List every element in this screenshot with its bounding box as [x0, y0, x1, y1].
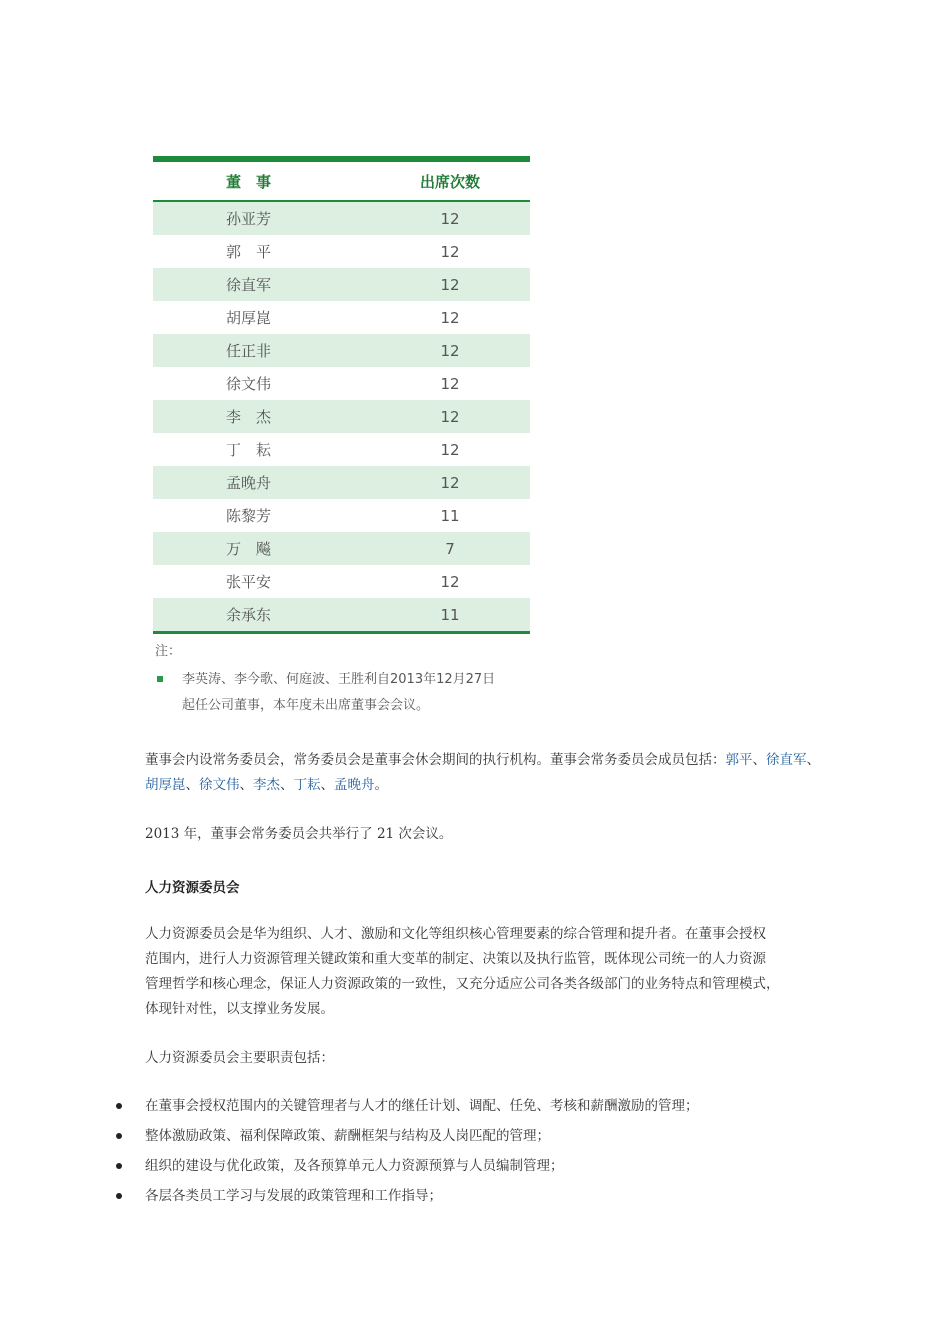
member-separator: 、 — [806, 752, 820, 768]
table-row — [153, 201, 530, 235]
committee-paragraph — [145, 748, 825, 798]
table-row — [153, 334, 530, 367]
attendance-count: 12 — [440, 374, 460, 393]
duties-intro: 人力资源委员会主要职责包括： — [145, 1050, 334, 1066]
header-attendance-count: 出席次数 — [397, 161, 530, 201]
attendance-table — [153, 156, 530, 634]
attendance-count: 7 — [397, 532, 530, 565]
list-item: 组织的建设与优化政策，及各预算单元人力资源预算与人员编制管理； — [112, 1154, 832, 1184]
hr-line: 人力资源委员会是华为组织、人才、激励和文化等组织核心管理要素的综合管理和提升者。在董事会授权 — [145, 926, 766, 942]
attendance-count: 11 — [397, 598, 530, 631]
member-link[interactable]: 郭平 — [725, 752, 753, 768]
hr-line: 范围内，进行人力资源管理关键政策和重大变革的制定、决策以及执行监管，既体现公司统一的人力资源 — [145, 951, 766, 967]
committee-end: 。 — [374, 777, 388, 793]
attendance-count: 12 — [440, 440, 460, 459]
hr-line: 体现针对性，以支撑业务发展。 — [145, 1001, 334, 1017]
member-link[interactable]: 丁耘 — [293, 777, 321, 793]
table-row — [153, 367, 530, 400]
member-separator: 、 — [280, 777, 294, 793]
member-separator: 、 — [320, 777, 334, 793]
bullet-icon — [116, 1133, 122, 1139]
note-title: 注： — [155, 644, 182, 659]
attendance-count: 12 — [397, 201, 530, 235]
bullet-icon — [116, 1163, 122, 1169]
meetings-paragraph: 2013 年，董事会常务委员会共举行了 21 次会议。 — [145, 826, 453, 842]
director-name: 徐直军 — [153, 268, 397, 301]
attendance-count: 12 — [440, 308, 460, 327]
director-name: 孟晚舟 — [153, 466, 397, 499]
header-director: 董 事 — [153, 161, 397, 201]
director-name: 万 飚 — [153, 532, 397, 565]
director-name: 陈黎芳 — [226, 507, 272, 525]
attendance-count: 12 — [397, 268, 530, 301]
member-link[interactable]: 孟晚舟 — [334, 777, 375, 793]
attendance-count: 12 — [397, 334, 530, 367]
director-name: 余承东 — [153, 598, 397, 631]
table-row — [153, 400, 530, 433]
member-link[interactable]: 徐文伟 — [199, 777, 240, 793]
table-row — [153, 565, 530, 598]
hr-description-paragraph — [145, 922, 825, 1022]
attendance-count: 11 — [440, 506, 460, 525]
note-line-2: 起任公司董事，本年度未出席董事会会议。 — [182, 698, 430, 713]
attendance-count: 12 — [440, 572, 460, 591]
director-name: 郭 平 — [226, 243, 272, 261]
director-name: 徐文伟 — [226, 375, 272, 393]
member-separator: 、 — [239, 777, 253, 793]
attendance-count: 12 — [397, 400, 530, 433]
square-bullet-icon — [157, 676, 163, 682]
duties-list — [112, 1094, 832, 1214]
director-name: 任正非 — [153, 334, 397, 367]
note-line-1: 李英涛、李今歌、何庭波、王胜利自2013年12月27日 — [182, 672, 496, 687]
committee-text: 董事会内设常务委员会，常务委员会是董事会休会期间的执行机构。董事会常务委员会成员包括： — [145, 752, 726, 768]
director-name: 丁 耘 — [226, 441, 272, 459]
table-note — [155, 640, 542, 719]
director-name: 李 杰 — [153, 400, 397, 433]
table-row — [153, 268, 530, 301]
list-item: 各层各类员工学习与发展的政策管理和工作指导； — [112, 1184, 832, 1214]
table-row — [153, 301, 530, 334]
member-link[interactable]: 李杰 — [253, 777, 280, 793]
table-header-row — [153, 161, 530, 201]
director-name: 孙亚芳 — [153, 201, 397, 235]
director-name: 胡厚崑 — [226, 309, 272, 327]
table-row — [153, 598, 530, 631]
hr-committee-heading: 人力资源委员会 — [145, 880, 240, 896]
bullet-icon — [116, 1103, 122, 1109]
attendance-count: 12 — [397, 466, 530, 499]
table-bottom-rule — [153, 631, 530, 633]
member-link[interactable]: 胡厚崑 — [145, 777, 186, 793]
hr-line: 管理哲学和核心理念，保证人力资源政策的一致性，又充分适应公司各类各级部门的业务特点和管理模式， — [145, 976, 780, 992]
note-item — [155, 667, 542, 719]
table-row — [153, 466, 530, 499]
director-name: 张平安 — [226, 573, 272, 591]
bullet-icon — [116, 1193, 122, 1199]
table-row — [153, 532, 530, 565]
member-separator: 、 — [185, 777, 199, 793]
list-item: 在董事会授权范围内的关键管理者与人才的继任计划、调配、任免、考核和薪酬激励的管理； — [112, 1094, 832, 1124]
list-item: 整体激励政策、福利保障政策、薪酬框架与结构及人岗匹配的管理； — [112, 1124, 832, 1154]
member-separator: 、 — [752, 752, 766, 768]
table-row — [153, 499, 530, 532]
member-link[interactable]: 徐直军 — [766, 752, 807, 768]
attendance-count: 12 — [440, 242, 460, 261]
table-row — [153, 235, 530, 268]
table-row — [153, 433, 530, 466]
